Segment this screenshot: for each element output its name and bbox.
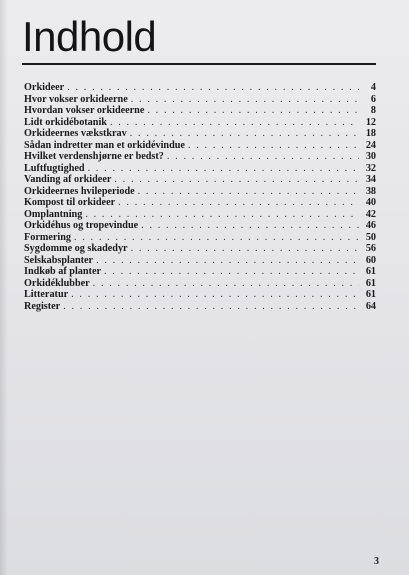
toc-entry-title: Kompost til orkideer bbox=[24, 197, 116, 208]
toc-entry bbox=[24, 151, 376, 163]
toc-entry-title: Orkidéklubber bbox=[24, 277, 90, 289]
dot-leader bbox=[131, 94, 359, 106]
toc-entry-title: Indkøb af planter bbox=[24, 266, 101, 277]
toc-entry-title: Lidt orkidébotanik bbox=[24, 116, 107, 128]
page-edge-shadow bbox=[0, 0, 8, 575]
toc-entry bbox=[24, 301, 376, 313]
toc-entry-title: Vanding af orkideer bbox=[24, 174, 112, 185]
toc-entry bbox=[24, 186, 376, 198]
toc-entry-page: 34 bbox=[365, 174, 376, 185]
toc-entry-title: Litteratur bbox=[24, 289, 69, 300]
toc-entry-page: 56 bbox=[365, 243, 376, 254]
toc-entry-title: Orkideer bbox=[24, 82, 65, 93]
toc-entry-page: 46 bbox=[365, 220, 376, 231]
dot-leader bbox=[74, 232, 359, 244]
toc-entry-page: 42 bbox=[365, 208, 376, 220]
dot-leader bbox=[93, 278, 359, 290]
toc-entry-page: 30 bbox=[365, 151, 376, 162]
dot-leader bbox=[71, 289, 359, 301]
toc-entry-page: 4 bbox=[370, 82, 376, 93]
dot-leader bbox=[96, 255, 359, 267]
dot-leader bbox=[118, 197, 359, 209]
toc-entry bbox=[24, 117, 376, 129]
toc-entry-title: Sådan indretter man et orkidévindue bbox=[24, 139, 185, 151]
toc-entry bbox=[24, 209, 376, 221]
toc-entry-title: Register bbox=[24, 300, 61, 312]
toc-entry bbox=[24, 289, 376, 301]
table-of-contents bbox=[24, 82, 376, 312]
toc-entry bbox=[24, 94, 376, 106]
toc-entry bbox=[24, 128, 376, 140]
dot-leader bbox=[88, 163, 359, 175]
toc-entry-page: 8 bbox=[370, 105, 376, 116]
toc-entry bbox=[24, 278, 376, 290]
page-number: 3 bbox=[374, 556, 379, 567]
toc-entry-page: 12 bbox=[365, 116, 376, 128]
toc-entry-title: Selskabsplanter bbox=[24, 254, 94, 266]
toc-entry bbox=[24, 197, 376, 209]
toc-entry-page: 50 bbox=[365, 231, 376, 243]
toc-entry-page: 32 bbox=[365, 162, 376, 174]
toc-entry-title: Orkideernes vækstkrav bbox=[24, 128, 127, 139]
dot-leader bbox=[167, 151, 359, 163]
toc-entry-title: Luftfugtighed bbox=[24, 162, 85, 174]
toc-entry-title: Orkideernes hvileperiode bbox=[24, 185, 135, 197]
dot-leader bbox=[63, 301, 359, 313]
toc-entry-page: 6 bbox=[370, 93, 376, 105]
dot-leader bbox=[141, 220, 359, 232]
toc-entry-page: 61 bbox=[365, 266, 376, 277]
toc-entry bbox=[24, 220, 376, 232]
toc-entry bbox=[24, 105, 376, 117]
toc-entry-title: Sygdomme og skadedyr bbox=[24, 243, 128, 254]
toc-entry-title: Hvordan vokser orkideerne bbox=[24, 105, 145, 116]
toc-entry bbox=[24, 243, 376, 255]
dot-leader bbox=[85, 209, 359, 221]
toc-entry-title: Orkidéhus og tropevindue bbox=[24, 220, 139, 231]
toc-entry bbox=[24, 255, 376, 267]
toc-entry-page: 64 bbox=[365, 300, 376, 312]
dot-leader bbox=[147, 105, 359, 117]
toc-entry bbox=[24, 266, 376, 278]
dot-leader bbox=[104, 266, 359, 278]
dot-leader bbox=[131, 243, 359, 255]
toc-entry-title: Hvor vokser orkideerne bbox=[24, 93, 128, 105]
toc-entry bbox=[24, 82, 376, 94]
toc-entry-page: 61 bbox=[365, 277, 376, 289]
toc-entry-page: 18 bbox=[365, 128, 376, 139]
title-rule bbox=[22, 63, 376, 65]
dot-leader bbox=[114, 174, 359, 186]
toc-entry bbox=[24, 163, 376, 175]
dot-leader bbox=[110, 117, 359, 129]
toc-entry bbox=[24, 232, 376, 244]
toc-entry-page: 61 bbox=[365, 289, 376, 300]
toc-entry-page: 60 bbox=[365, 254, 376, 266]
dot-leader bbox=[188, 140, 359, 152]
toc-entry-page: 40 bbox=[365, 197, 376, 208]
toc-entry-title: Omplantning bbox=[24, 208, 83, 220]
dot-leader bbox=[67, 82, 359, 94]
dot-leader bbox=[138, 186, 359, 198]
toc-entry-page: 24 bbox=[365, 139, 376, 151]
dot-leader bbox=[130, 128, 359, 140]
page-title: Indhold bbox=[22, 13, 157, 60]
toc-entry bbox=[24, 140, 376, 152]
toc-entry-title: Formering bbox=[24, 231, 71, 243]
toc-entry bbox=[24, 174, 376, 186]
toc-entry-title: Hvilket verdenshjørne er bedst? bbox=[24, 151, 164, 162]
toc-entry-page: 38 bbox=[365, 185, 376, 197]
